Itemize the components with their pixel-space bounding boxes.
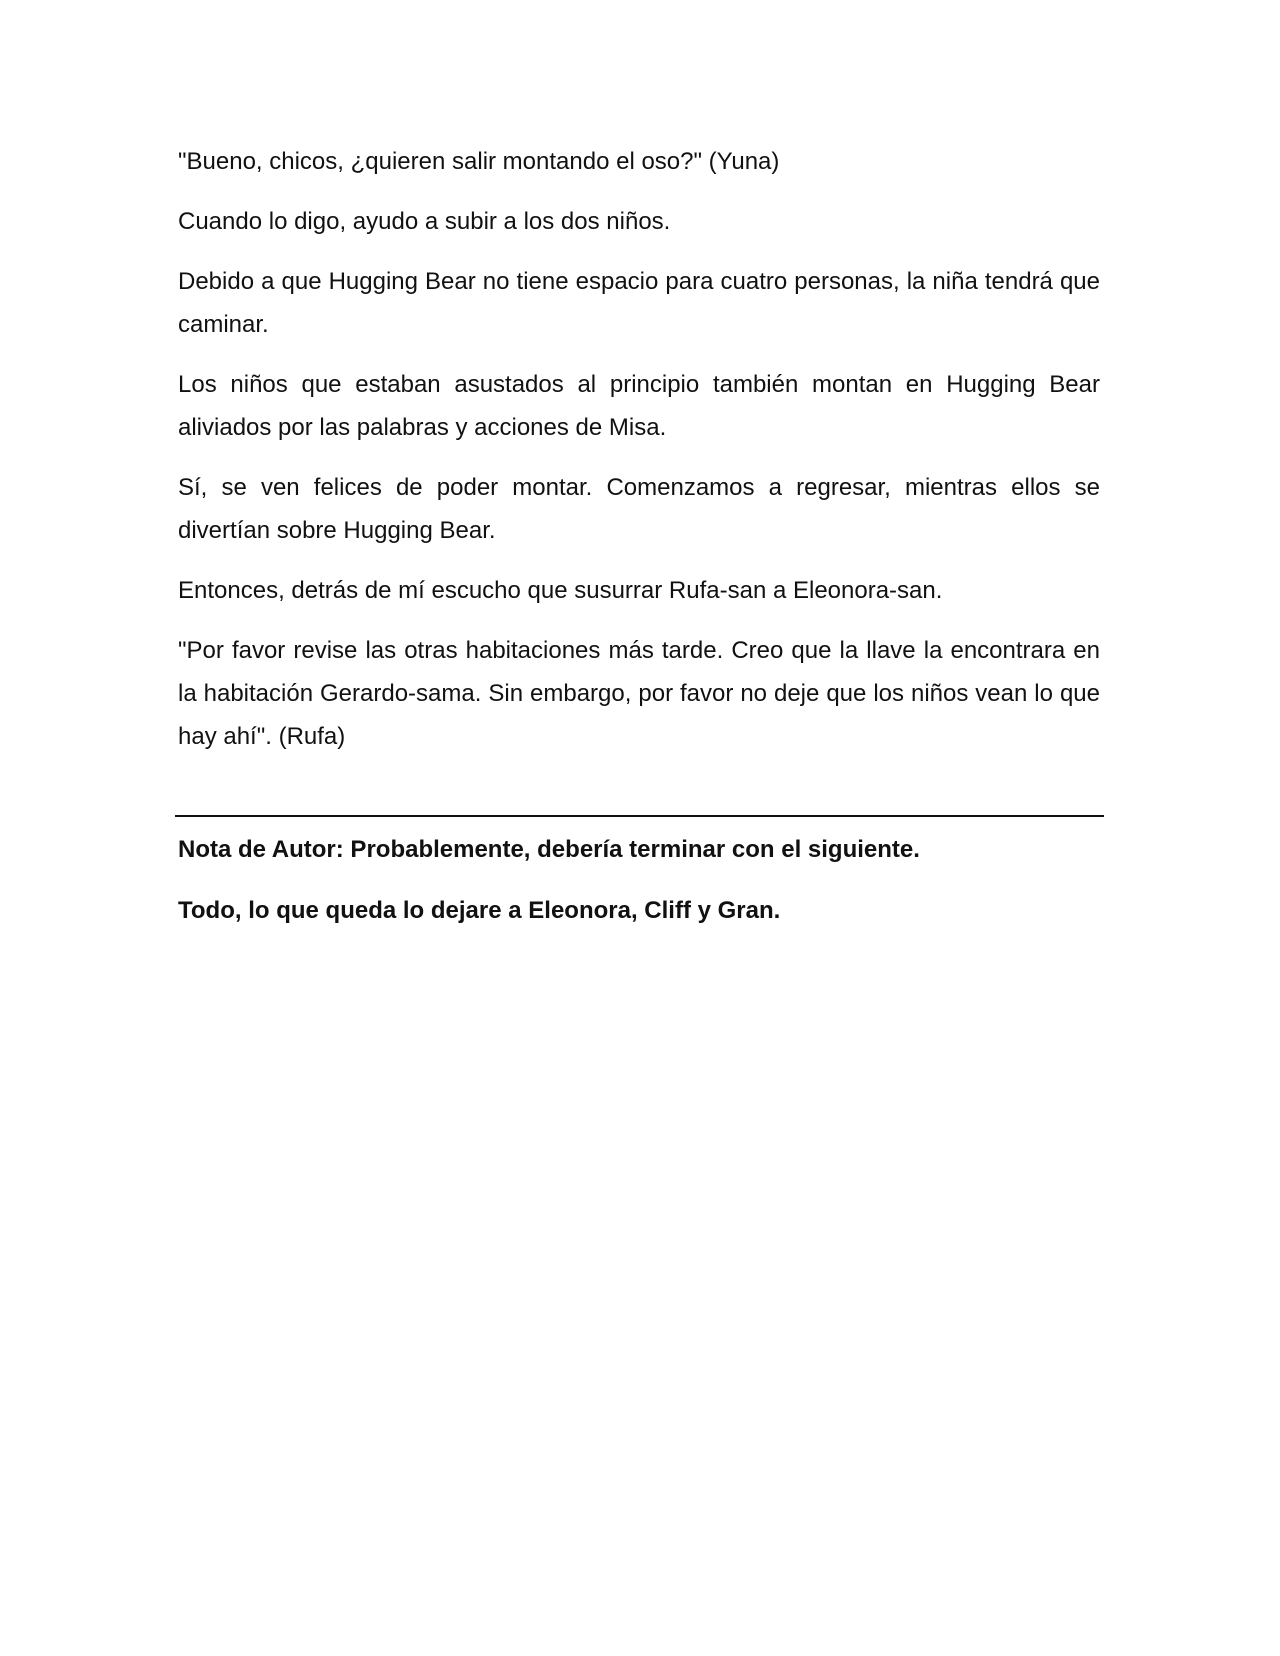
paragraph-2: Cuando lo digo, ayudo a subir a los dos niños.	[178, 208, 671, 235]
story-text	[178, 140, 1100, 775]
paragraph-4: Los niños que estaban asustados al principio también montan en Hugging Bear aliviados por las palabras y acciones de Misa.	[178, 371, 1100, 441]
paragraph-1: "Bueno, chicos, ¿quieren salir montando el oso?" (Yuna)	[178, 148, 780, 175]
paragraph-6: Entonces, detrás de mí escucho que susurrar Rufa-san a Eleonora-san.	[178, 577, 943, 604]
author-note	[178, 828, 1100, 950]
section-divider	[175, 815, 1104, 817]
author-note-line-2: Todo, lo que queda lo dejare a Eleonora, Cliff y Gran.	[178, 897, 781, 924]
paragraph-5: Sí, se ven felices de poder montar. Comenzamos a regresar, mientras ellos se divertían sobre Hugging Bear.	[178, 474, 1100, 544]
author-note-line-1: Nota de Autor: Probablemente, debería terminar con el siguiente.	[178, 836, 920, 863]
paragraph-7: "Por favor revise las otras habitaciones más tarde. Creo que la llave la encontrara en la habitación Gerardo-sama. Sin embargo, por favor no deje que los niños vean lo que hay ahí". (Rufa)	[178, 637, 1100, 750]
paragraph-3: Debido a que Hugging Bear no tiene espacio para cuatro personas, la niña tendrá que caminar.	[178, 268, 1100, 338]
